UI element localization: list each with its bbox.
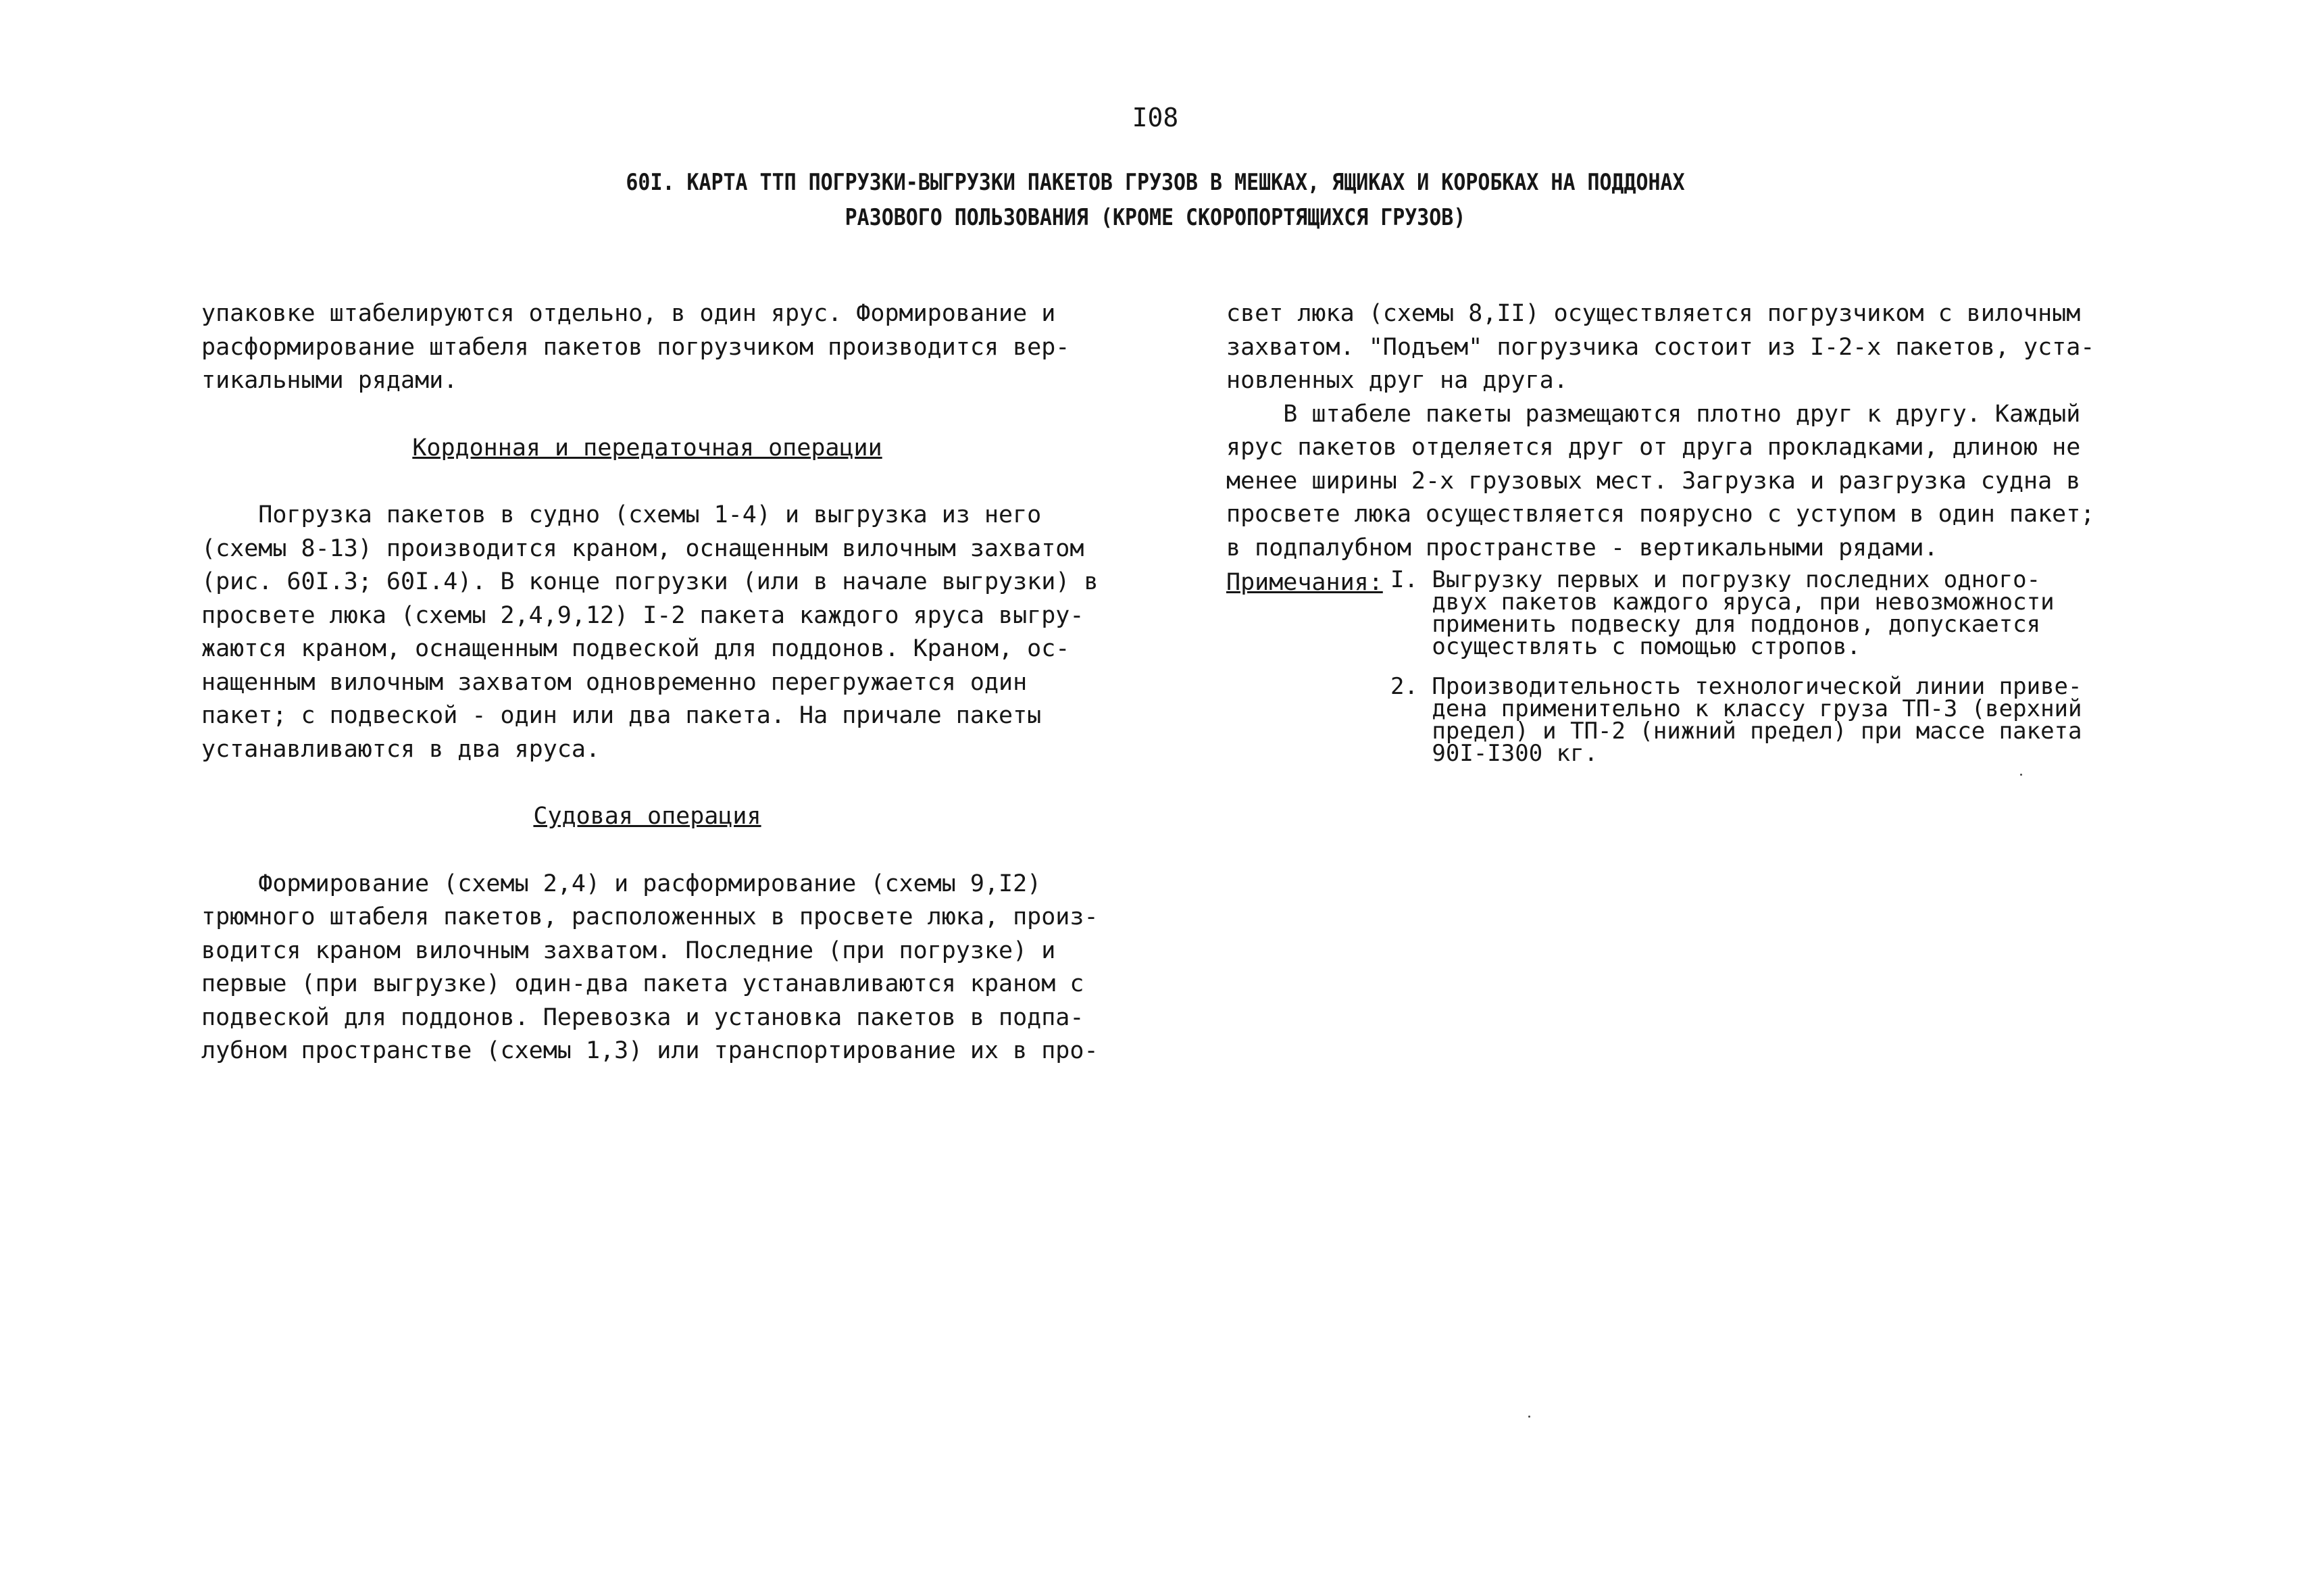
text-line: расформирование штабеля пакетов погрузчиком производится вер- (201, 333, 1070, 361)
text-line: Погрузка пакетов в судно (схемы 1-4) и выгрузка из него (201, 501, 1042, 528)
scan-speck (2020, 774, 2022, 776)
note-item-2 (1390, 673, 2107, 767)
text-line: Формирование (схемы 2,4) и расформирование (схемы 9,I2) (201, 870, 1042, 897)
note-line: дена применительно к классу груза ТП-3 (верхний (1390, 695, 2082, 722)
page-number: I08 (1132, 103, 1179, 132)
note-line: применить подвеску для поддонов, допускается (1390, 611, 2041, 638)
text-line: менее ширины 2-х грузовых мест. Загрузка и разгрузка судна в (1226, 467, 2081, 495)
text-line: новленных друг на друга. (1226, 367, 1568, 394)
text-line: водится краном вилочным захватом. Последние (при погрузке) и (201, 937, 1056, 964)
text-line: (схемы 8-13) производится краном, оснащенным вилочным захватом (201, 534, 1084, 562)
text-line: первые (при выгрузке) один-два пакета устанавливаются краном с (201, 970, 1084, 997)
note-item-1 (1390, 566, 2107, 660)
scan-speck (1528, 1416, 1530, 1418)
text-line: упаковке штабелируются отдельно, в один ярус. Формирование и (201, 300, 1056, 327)
note-line: I. Выгрузку первых и погрузку последних одного- (1390, 566, 2041, 593)
ship-paragraph (201, 868, 1099, 1068)
note-line: 2. Производительность технологической линии приве- (1390, 673, 2082, 700)
text-line: нащенным вилочным захватом одновременно перегружается один (201, 668, 1028, 696)
title-line-1: 60I. КАРТА ТТП ПОГРУЗКИ-ВЫГРУЗКИ ПАКЕТОВ ГРУЗОВ В МЕШКАХ, ЯЩИКАХ И КОРОБКАХ НА ПОДДОНАХ (626, 169, 1685, 196)
right-column (1226, 297, 2105, 565)
text-line: захватом. "Подъем" погрузчика состоит из I-2-х пакетов, уста- (1226, 333, 2095, 361)
text-line: пакет; с подвеской - один или два пакета. На причале пакеты (201, 702, 1042, 729)
document-title (472, 165, 1839, 235)
text-line: (рис. 60I.3; 60I.4). В конце погрузки (или в начале выгрузки) в (201, 568, 1099, 595)
note-line: предел) и ТП-2 (нижний предел) при массе пакета (1390, 718, 2082, 745)
text-line: подвеской для поддонов. Перевозка и установка пакетов в подпа- (201, 1003, 1084, 1031)
note-line: двух пакетов каждого яруса, при невозможности (1390, 589, 2055, 616)
intro-paragraph (201, 297, 1093, 398)
left-column (201, 297, 1099, 1068)
title-line-2: РАЗОВОГО ПОЛЬЗОВАНИЯ (КРОМЕ СКОРОПОРТЯЩИХСЯ ГРУЗОВ) (845, 204, 1466, 231)
stacking-paragraph (1226, 398, 2105, 566)
text-line: трюмного штабеля пакетов, расположенных в просвете люка, произ- (201, 903, 1099, 930)
note-line: 90I-I300 кг. (1390, 740, 1599, 767)
section-heading-cordon: Кордонная и передаточная операции (412, 434, 882, 462)
note-line: осуществлять с помощью стропов. (1390, 633, 1861, 660)
section-heading-ship: Судовая операция (533, 803, 761, 830)
text-line: ярус пакетов отделяется друг от друга прокладками, длиною не (1226, 434, 2081, 461)
text-line: просвете люка осуществляется поярусно с уступом в один пакет; (1226, 501, 2095, 528)
cordon-paragraph (201, 499, 1099, 766)
text-line: лубном пространстве (схемы 1,3) или транспортирование их в про- (201, 1037, 1099, 1064)
text-line: в подпалубном пространстве - вертикальными рядами. (1226, 534, 1938, 562)
text-line: В штабеле пакеты размещаются плотно друг к другу. Каждый (1226, 400, 2081, 428)
notes-label: Примечания: (1226, 569, 1383, 596)
text-line: устанавливаются в два яруса. (201, 735, 601, 763)
text-line: жаются краном, оснащенным подвеской для поддонов. Краном, ос- (201, 635, 1070, 662)
continuation-paragraph (1226, 297, 2105, 398)
text-line: просвете люка (схемы 2,4,9,12) I-2 пакета каждого яруса выгру- (201, 601, 1084, 629)
text-line: тикальными рядами. (201, 367, 458, 394)
text-line: свет люка (схемы 8,II) осуществляется погрузчиком с вилочным (1226, 300, 2081, 327)
